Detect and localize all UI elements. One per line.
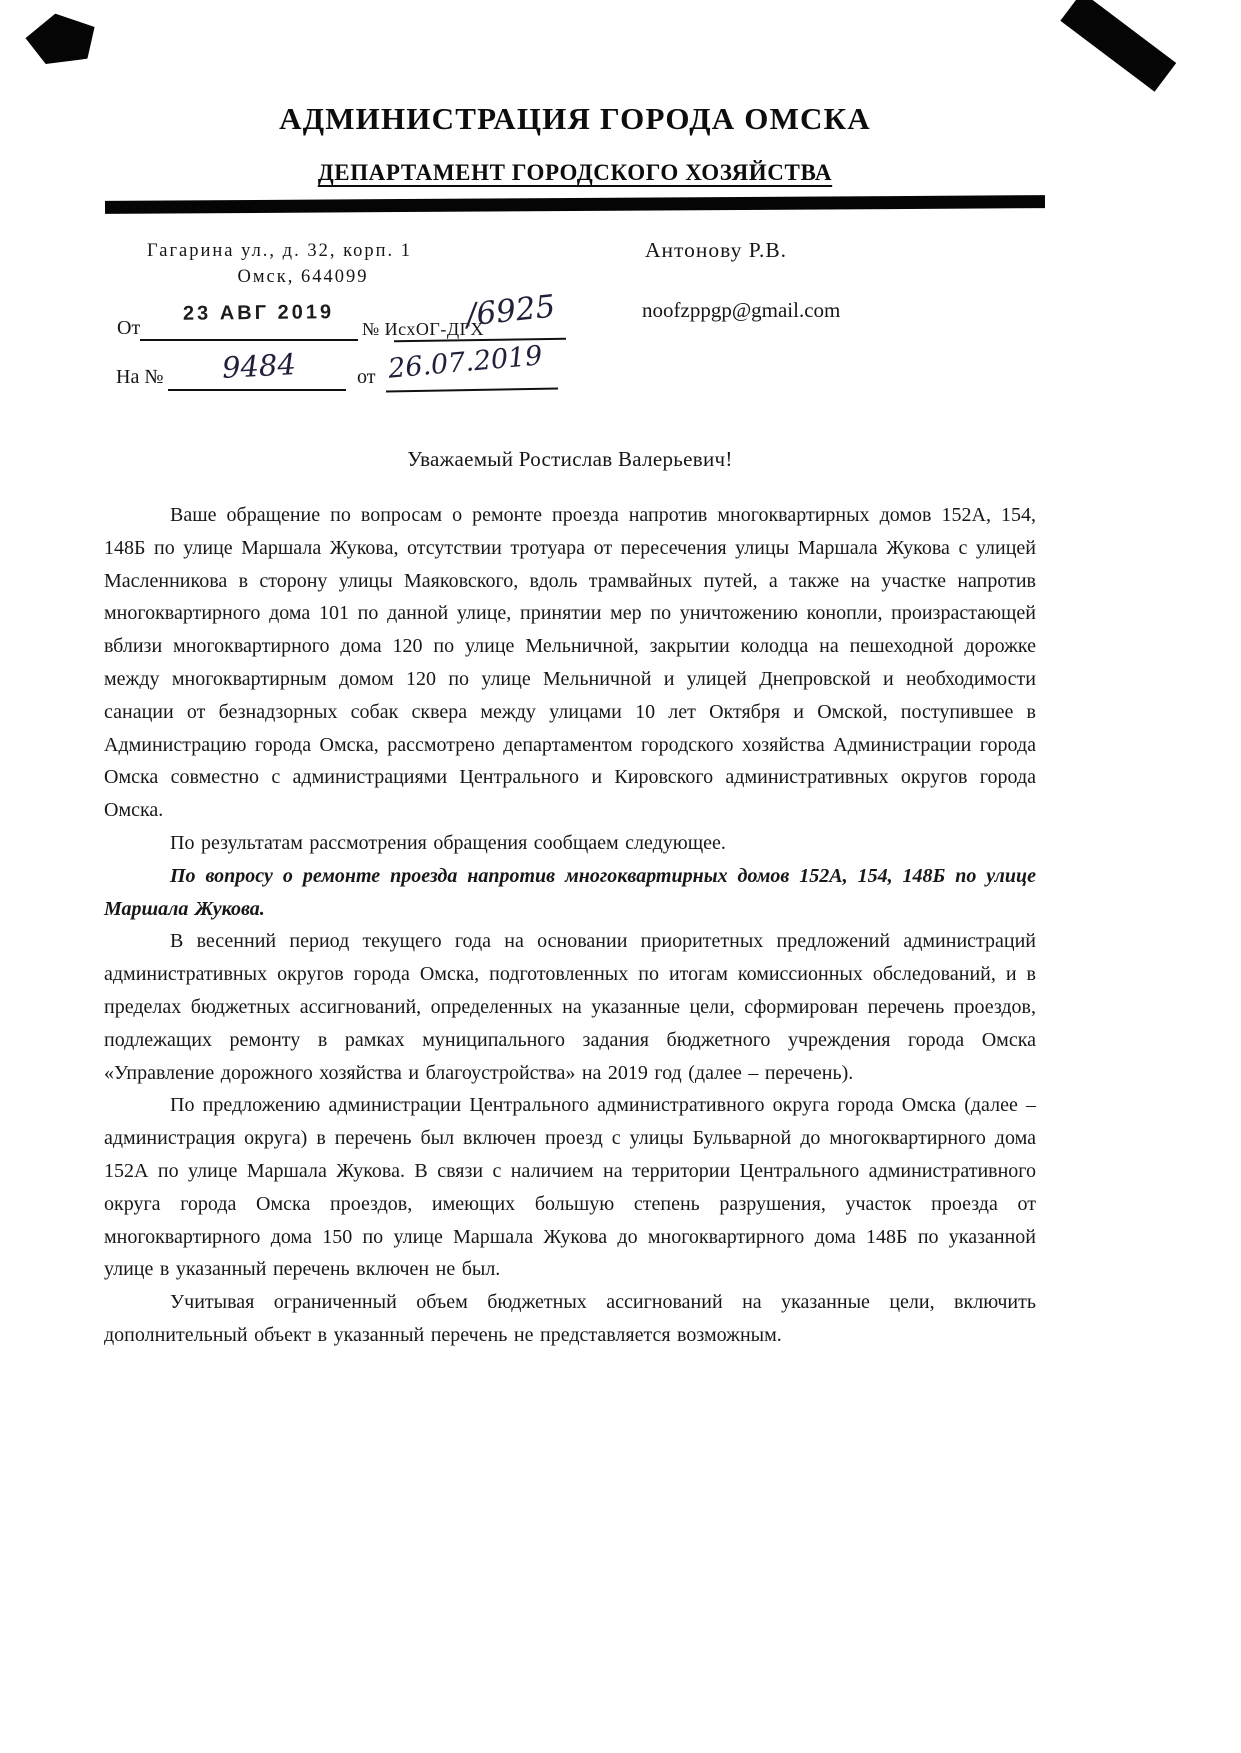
paragraph: Ваше обращение по вопросам о ремонте проезда напротив многоквартирных домов 152А, 154, 148Б по улице Маршала Жукова, отсутствии тротуара от пересечения улицы Маршала Жукова с улицей Масленникова в сторону улицы Маяковского, вдоль трамвайных путей, а также на участке напротив многоквартирного дома 101 по данной улице, принятии мер по уничтожению конопли, произрастающей вблизи многоквартирного дома 120 по улице Мельничной, закрытии колодца на пешеходной дорожке между многоквартирным домом 120 по улице Мельничной и улицей Днепровской и необходимости санации от безнадзорных собак сквера между улицами 10 лет Октября и Омской, поступившее в Администрацию города Омска, рассмотрено департаментом городского хозяйства Администрации города Омска совместно с администрациями Центрального и Кировского административных округов города Омска.	[104, 504, 1036, 822]
department-name: ДЕПАРТАМЕНТ ГОРОДСКОГО ХОЗЯЙСТВА	[317, 160, 833, 185]
paragraph: По предложению администрации Центрального административного округа города Омска (далее – администрация округа) в перечень был включен проезд с улицы Бульварной до многоквартирного дома 152А по улице Маршала Жукова. В связи с наличием на территории Центрального административного округа города Омска проездов, имеющих большую степень разрушения, участок проезда от многоквартирного дома 150 по улице Маршала Жукова до многоквартирного дома 148Б по указанной улице в указанный перечень включен не был.	[104, 1094, 1036, 1281]
incoming-date-handwritten: 26.07.2019	[386, 340, 544, 385]
underline	[140, 339, 358, 341]
outgoing-number-label: № ИсхОГ-ДГХ	[362, 319, 485, 339]
underline	[168, 389, 346, 391]
recipient-name: Антонову Р.В.	[645, 238, 788, 262]
paragraph-emphasis: По вопросу о ремонте проезда напротив многоквартирных домов 152А, 154, 148Б по улице Маршала Жукова.	[104, 864, 1036, 920]
letter-body	[104, 447, 1036, 1352]
paragraph: В весенний период текущего года на основании приоритетных предложений администраций административных округов города Омска, подготовленных по итогам комиссионных обследований, и в пределах бюджетных ассигнований, определенных на указанные цели, сформирован перечень проездов, подлежащих ремонту в рамках муниципального задания бюджетного учреждения города Омска «Управление дорожного хозяйства и благоустройства» на 2019 год (далее – перечень).	[104, 930, 1036, 1084]
date-stamp: 23 АВГ 2019	[182, 301, 335, 325]
letterhead-divider	[105, 195, 1045, 214]
salutation: Уважаемый Ростислав Валерьевич!	[407, 447, 733, 471]
incoming-number-label: На №	[116, 366, 164, 388]
sender-address-line2: Омск, 644099	[237, 267, 369, 287]
incoming-date-label: от	[357, 366, 376, 388]
sender-address-line1: Гагарина ул., д. 32, корп. 1	[147, 241, 413, 261]
underline	[386, 387, 558, 392]
incoming-number-handwritten: 9484	[221, 347, 297, 385]
outgoing-number-handwritten: /6925	[464, 288, 557, 334]
letterhead	[40, 0, 1110, 211]
organization-name: АДМИНИСТРАЦИЯ ГОРОДА ОМСКА	[279, 101, 871, 136]
from-label: От	[117, 317, 141, 339]
paragraph: По результатам рассмотрения обращения сообщаем следующее.	[170, 831, 726, 854]
paragraph: Учитывая ограниченный объем бюджетных ассигнований на указанные цели, включить дополнительный объект в указанный перечень не представляется возможным.	[104, 1291, 1036, 1346]
recipient-email: noofzppgp@gmail.com	[642, 298, 841, 322]
